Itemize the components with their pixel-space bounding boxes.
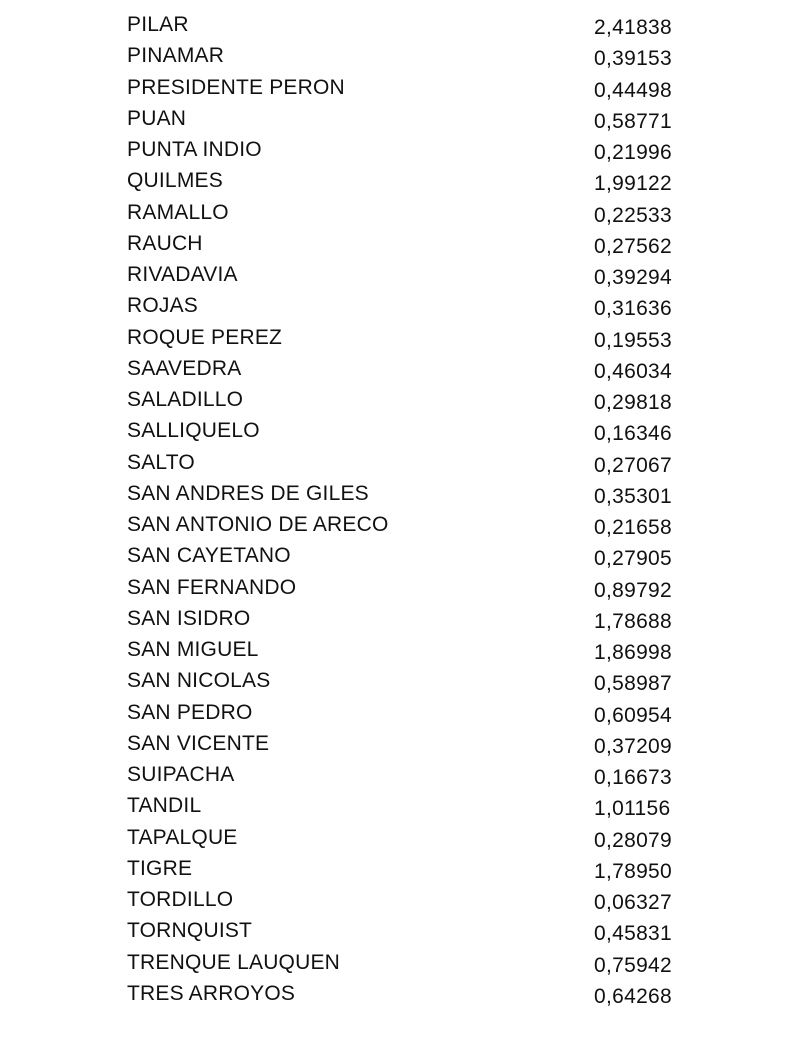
- coefficient-value: 0,75942: [594, 953, 673, 977]
- coefficient-value: 0,46034: [594, 359, 673, 383]
- coefficient-value: 2,41838: [594, 16, 673, 39]
- table-row: [0, 291, 800, 322]
- table-row: [0, 104, 800, 135]
- table-row: [0, 604, 800, 635]
- municipality-name: PINAMAR: [127, 44, 225, 68]
- coefficient-value: 0,27905: [594, 547, 673, 571]
- coefficient-value: 0,58987: [594, 672, 673, 696]
- coefficient-value: 0,89792: [594, 578, 673, 602]
- table-row: [0, 198, 800, 229]
- municipality-name: TRES ARROYOS: [127, 981, 296, 1005]
- table-row: [0, 573, 800, 604]
- table-row: [0, 135, 800, 166]
- municipality-name: RAMALLO: [127, 200, 229, 224]
- table-row: [0, 948, 800, 979]
- municipality-name: SAN CAYETANO: [127, 544, 291, 568]
- municipality-table: [0, 10, 800, 1010]
- table-row: [0, 416, 800, 447]
- coefficient-value: 0,45831: [594, 922, 673, 946]
- table-row: [0, 385, 800, 416]
- municipality-name: ROJAS: [127, 294, 199, 318]
- table-row: [0, 760, 800, 791]
- table-row: [0, 354, 800, 385]
- table-row: [0, 635, 800, 666]
- municipality-name: TORDILLO: [127, 888, 234, 911]
- coefficient-value: 0,28079: [594, 828, 673, 852]
- coefficient-value: 0,27067: [594, 453, 673, 477]
- table-row: [0, 916, 800, 947]
- table-row: [0, 166, 800, 197]
- table-row: [0, 885, 800, 916]
- municipality-name: SAN FERNANDO: [127, 575, 297, 599]
- table-row: [0, 41, 800, 72]
- municipality-name: TORNQUIST: [127, 919, 253, 943]
- coefficient-value: 0,39153: [594, 47, 673, 71]
- coefficient-value: 0,64268: [594, 984, 673, 1008]
- municipality-name: ROQUE PEREZ: [127, 325, 283, 349]
- coefficient-value: 0,58771: [594, 109, 673, 133]
- table-row: [0, 541, 800, 572]
- table-row: [0, 229, 800, 260]
- municipality-name: QUILMES: [127, 169, 223, 193]
- table-row: [0, 479, 800, 510]
- municipality-name: TAPALQUE: [127, 825, 238, 849]
- coefficient-value: 0,21658: [594, 516, 673, 539]
- coefficient-value: 0,37209: [594, 734, 673, 758]
- table-row: [0, 791, 800, 822]
- municipality-name: RIVADAVIA: [127, 263, 238, 286]
- table-row: [0, 729, 800, 760]
- municipality-name: SAN VICENTE: [127, 731, 270, 755]
- table-row: [0, 823, 800, 854]
- table-row: [0, 260, 800, 291]
- table-row: [0, 666, 800, 697]
- coefficient-value: 1,99122: [594, 172, 673, 196]
- coefficient-value: 0,31636: [594, 297, 673, 321]
- municipality-name: TIGRE: [127, 856, 193, 880]
- coefficient-value: 0,22533: [594, 203, 673, 227]
- coefficient-value: 0,06327: [594, 891, 673, 914]
- table-row: [0, 448, 800, 479]
- municipality-name: SAN ANDRES DE GILES: [127, 481, 369, 505]
- municipality-name: PUAN: [127, 106, 187, 130]
- table-row: [0, 10, 800, 41]
- coefficient-value: 0,19553: [594, 328, 673, 352]
- coefficient-value: 0,27562: [594, 234, 673, 258]
- municipality-name: PILAR: [127, 13, 189, 36]
- municipality-name: SALTO: [127, 450, 195, 474]
- table-row: [0, 323, 800, 354]
- coefficient-value: 0,44498: [594, 78, 673, 102]
- municipality-name: PUNTA INDIO: [127, 138, 262, 161]
- coefficient-value: 0,39294: [594, 266, 673, 289]
- coefficient-value: 0,29818: [594, 391, 673, 414]
- table-row: [0, 854, 800, 885]
- table-row: [0, 979, 800, 1010]
- table-row: [0, 73, 800, 104]
- municipality-name: SAN PEDRO: [127, 700, 253, 724]
- municipality-name: SAN ISIDRO: [127, 606, 251, 630]
- municipality-name: SALLIQUELO: [127, 419, 260, 443]
- coefficient-value: 0,21996: [594, 141, 673, 164]
- coefficient-value: 1,78950: [594, 859, 673, 883]
- coefficient-value: 1,86998: [594, 641, 673, 664]
- municipality-name: SAN ANTONIO DE ARECO: [127, 513, 389, 536]
- table-row: [0, 698, 800, 729]
- coefficient-value: 0,35301: [594, 484, 673, 508]
- municipality-name: RAUCH: [127, 231, 203, 255]
- coefficient-value: 0,16673: [594, 766, 673, 789]
- municipality-name: SAN NICOLAS: [127, 669, 271, 693]
- municipality-name: SAN MIGUEL: [127, 638, 259, 661]
- coefficient-value: 1,01156: [594, 797, 671, 821]
- municipality-name: SALADILLO: [127, 388, 244, 411]
- municipality-name: SUIPACHA: [127, 763, 235, 786]
- municipality-name: PRESIDENTE PERON: [127, 75, 345, 99]
- municipality-name: SAAVEDRA: [127, 356, 242, 380]
- municipality-name: TANDIL: [127, 794, 202, 818]
- coefficient-value: 0,16346: [594, 422, 673, 446]
- municipality-name: TRENQUE LAUQUEN: [127, 950, 341, 974]
- table-row: [0, 510, 800, 541]
- coefficient-value: 0,60954: [594, 703, 673, 727]
- coefficient-value: 1,78688: [594, 609, 673, 633]
